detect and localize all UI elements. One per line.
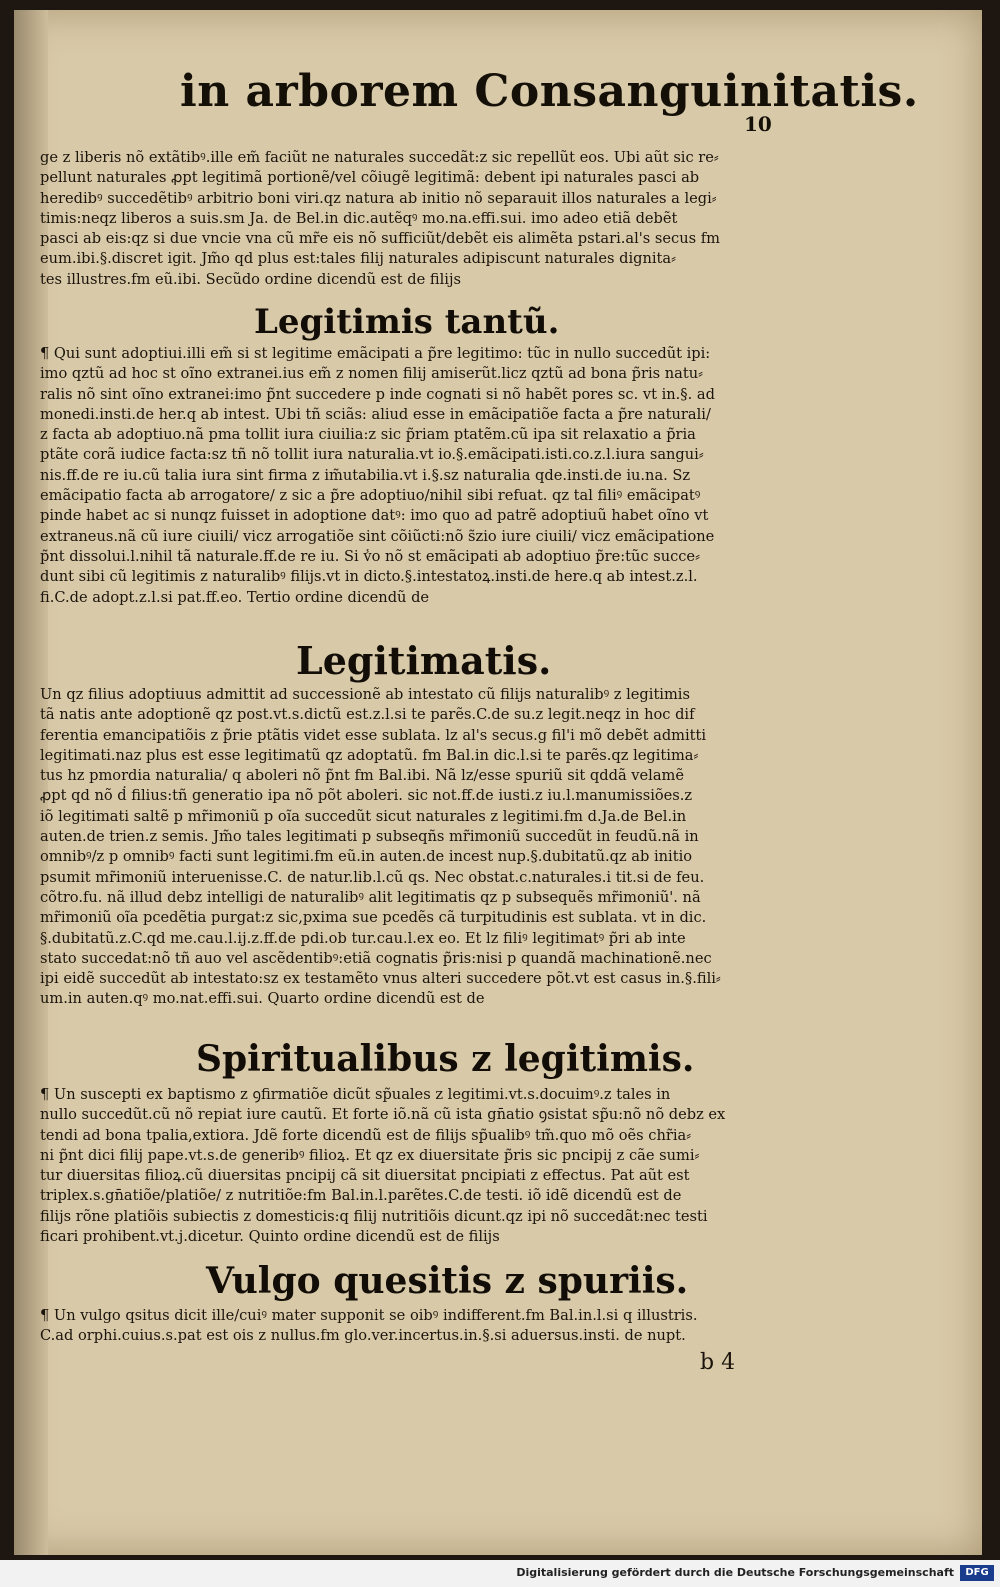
text-line: tur diuersitas filioꝝ.cũ diuersitas pncipij cã sit diuersitat pncipiati z effectus. Pat aũt est [40, 1167, 690, 1185]
text-line: Un qz filius adoptiuus admittit ad successionẽ ab intestato cũ filijs naturalibꝰ z legitimis [40, 686, 690, 703]
text-line: ¶ Un vulgo qsitus dicit ille/cuiꝰ mater supponit se oibꝰ indifferent.fm Bal.in.l.si q illustris. [40, 1307, 698, 1324]
text-line: monedi.insti.de her.q ab intest. Ubi tñ sciãs: aliud esse in emãcipatiõe facta a p̃re naturali/ [40, 405, 711, 423]
text-line: ipi eidẽ succedũt ab intestato:sz ex testamẽto vnus alteri succedere põt.vt est casus in.§.fili⸗ [40, 970, 721, 988]
text-line: fi.C.de adopt.z.l.si pat.ff.eo. Tertio ordine dicendũ de [40, 588, 430, 606]
dfg-logo: DFG [960, 1565, 994, 1581]
section-heading-vulgo-quesitis: Vulgo quesitis z spuriis. [206, 1260, 689, 1302]
text-line: ni p̃nt dici filij pape.vt.s.de generibꝰ filioꝝ. Et qz ex diuersitate p̃ris sic pncipij z cãe sumi⸗ [40, 1146, 700, 1164]
footer-credit: Digitalisierung gefördert durch die Deutsche Forschungsgemeinschaft [516, 1566, 954, 1579]
text-line: C.ad orphi.cuius.s.pat est ois z nullus.fm glo.ver.incertus.in.§.si aduersus.insti. de nupt. [40, 1327, 686, 1345]
text-line: extraneus.nã cũ iure ciuili/ vicz arrogatiõe sint cõiũcti:nõ s̃zio iure ciuili/ vicz emãcipatione [40, 527, 715, 545]
text-line: ficari prohibent.vt.j.dicetur. Quinto ordine dicendũ est de filijs [40, 1228, 500, 1246]
text-line: imo qztũ ad hoc st oĩno extranei.ius em̃ z nomen filij amiserũt.licz qztũ ad bona p̃ris natu⸗ [40, 365, 703, 383]
signature-mark: b 4 [700, 1350, 736, 1375]
text-line: nis.ff.de re iu.cũ talia iura sint firma z im̃utabilia.vt i.§.sz naturalia qde.insti.de iu.na. Sz [40, 466, 691, 484]
text-line: pinde habet ac si nunqz fuisset in adoptione datꝰ: imo quo ad patrẽ adoptiuũ habet oĩno vt [40, 507, 709, 525]
text-line: psumit mr̃imoniũ interuenisse.C. de natur.lib.l.cũ qs. Nec obstat.c.naturales.i tit.si de feu. [40, 868, 705, 886]
text-line: timis:neqz liberos a suis.sm Ja. de Bel.in dic.autẽqꝰ mo.na.effi.sui. imo adeo etiã debẽt [40, 209, 678, 227]
text-line: legitimati.naz plus est esse legitimatũ qz adoptatũ. fm Bal.in dic.l.si te parẽs.qz legitima⸗ [40, 746, 699, 764]
running-title: in arborem Consanguinitatis. [180, 66, 919, 117]
text-line: emãcipatio facta ab arrogatore/ z sic a p̃re adoptiuo/nihil sibi refuat. qz tal filiꝰ emãcipatꝰ [40, 487, 701, 505]
text-line: iõ legitimati saltẽ p mr̃imoniũ p oĩa succedũt sicut naturales z legitimi.fm d.Ja.de Bel.in [40, 807, 687, 825]
text-line: §.dubitatũ.z.C.qd me.cau.l.ij.z.ff.de pdi.ob tur.cau.l.ex eo. Et lz filiꝰ legitimatꝰ p̃ri ab inte [40, 929, 686, 947]
text-line: nullo succedũt.cũ nõ repiat iure cautũ. Et forte iõ.nã cũ ista gn̄atio ꝯsistat sp̃u:nõ nõ debz ex [40, 1106, 726, 1124]
text-line: ¶ Qui sunt adoptiui.illi em̃ si st legitime emãcipati a p̃re legitimo: tũc in nullo succedũt ipi: [40, 345, 711, 362]
text-block-4 [40, 1085, 830, 1247]
text-block-1 [40, 148, 830, 290]
text-line: tã natis ante adoptionẽ qz post.vt.s.dictũ est.z.l.si te parẽs.C.de su.z legit.neqz in hoc dif [40, 706, 695, 724]
text-line: stato succedat:nõ tñ auo vel ascẽdentibꝰ:etiã cognatis p̃ris:nisi p quandã machinationẽ.nec [40, 949, 712, 967]
text-line: tendi ad bona tpalia,extiora. Jdẽ forte dicendũ est de filijs sp̃ualibꝰ tm̃.quo mõ oẽs chr̃ia⸗ [40, 1126, 692, 1144]
text-line: pasci ab eis:qz si due vncie vna cũ mr̃e eis nõ sufficiũt/debẽt eis alimẽta pstari.al's secus fm [40, 230, 720, 248]
text-line: pellunt naturales ꝓpt legitimã portionẽ/vel cõiugẽ legitimã: debent ipi naturales pasci ab [40, 169, 700, 187]
text-line: tes illustres.fm eũ.ibi. Secũdo ordine dicendũ est de filijs [40, 270, 461, 288]
text-line: filijs rõne platiõis subiectis z domesticis:q filij nutritiõis dicunt.qz ipi nõ succedãt:nec testi [40, 1207, 708, 1225]
text-line: ptãte corã iudice facta:sz tñ nõ tollit iura naturalia.vt io.§.emãcipati.isti.co.z.l.iura sangui⸗ [40, 446, 704, 464]
text-line: z facta ab adoptiuo.nã pma tollit iura ciuilia:z sic p̃riam ptatẽm.cũ ipa sit relaxatio a p̃ria [40, 426, 696, 444]
text-line: ralis nõ sint oĩno extranei:imo p̃nt succedere p inde cognati si nõ habẽt pores sc. vt in.§. ad [40, 385, 715, 403]
text-block-3 [40, 685, 830, 1010]
footer-bar [0, 1560, 1000, 1587]
text-line: heredibꝰ succedẽtibꝰ arbitrio boni viri.qz natura ab initio nõ separauit illos naturales a legi⸗ [40, 189, 717, 207]
text-line: eum.ibi.§.discret igit. Jm̃o qd plus est:tales filij naturales adipiscunt naturales dignita⸗ [40, 250, 676, 268]
text-line: p̃nt dissolui.l.nihil tã naturale.ff.de re iu. Si v̾o nõ st emãcipati ab adoptiuo p̃re:tũc succe⸗ [40, 547, 700, 565]
text-line: um.in auten.qꝰ mo.nat.effi.sui. Quarto ordine dicendũ est de [40, 990, 485, 1008]
text-line: auten.de trien.z semis. Jm̃o tales legitimati p subseqñs mr̃imoniũ succedũt in feudũ.nã in [40, 828, 699, 846]
text-block-2 [40, 344, 830, 608]
text-line: ge z liberis nõ extãtibꝰ.ille em̃ faciũt ne naturales succedãt:z sic repellũt eos. Ubi aũt sic re⸗ [40, 149, 719, 166]
text-line: omnibꝰ/z p omnibꝰ facti sunt legitimi.fm eũ.in auten.de incest nup.§.dubitatũ.qz ab initio [40, 848, 693, 866]
folio-number: 10 [744, 112, 772, 136]
text-block-5 [40, 1306, 830, 1347]
text-line: ¶ Un suscepti ex baptismo z ꝯfirmatiõe dicũt sp̃uales z legitimi.vt.s.docuimꝰ.z tales in [40, 1086, 671, 1103]
section-heading-legitimis-tantu: Legitimis tantũ. [254, 302, 560, 342]
text-line: mr̃imoniũ oĩa pcedẽtia purgat:z sic,pxima sue pcedẽs cã turpitudinis est sublata. vt in dic. [40, 909, 707, 927]
section-heading-legitimatis: Legitimatis. [296, 638, 552, 683]
section-heading-spiritualibus: Spiritualibus z legitimis. [196, 1038, 695, 1080]
text-line: ferentia emancipatiõis z p̃rie ptãtis videt esse sublata. lz al's secus.g fil'i mõ debẽt admitti [40, 726, 707, 744]
text-line: dunt sibi cũ legitimis z naturalibꝰ filijs.vt in dicto.§.intestatoꝝ.insti.de here.q ab intest.z.l. [40, 568, 698, 586]
text-line: cõtro.fu. nã illud debz intelligi de naturalibꝰ alit legitimatis qz p subsequẽs mr̃imoniũ'. nã [40, 888, 701, 906]
text-line: triplex.s.gn̄atiõe/platiõe/ z nutritiõe:fm Bal.in.l.parẽtes.C.de testi. iõ idẽ dicendũ est de [40, 1187, 682, 1205]
text-line: tus hz pmordia naturalia/ q aboleri nõ p̃nt fm Bal.ibi. Nã lz/esse spuriũ sit qddã velamẽ [40, 767, 685, 785]
text-line: ꝓpt qd nõ d̾ filius:tñ generatio ipa nõ põt aboleri. sic not.ff.de iusti.z iu.l.manumissiões.z [40, 787, 693, 805]
